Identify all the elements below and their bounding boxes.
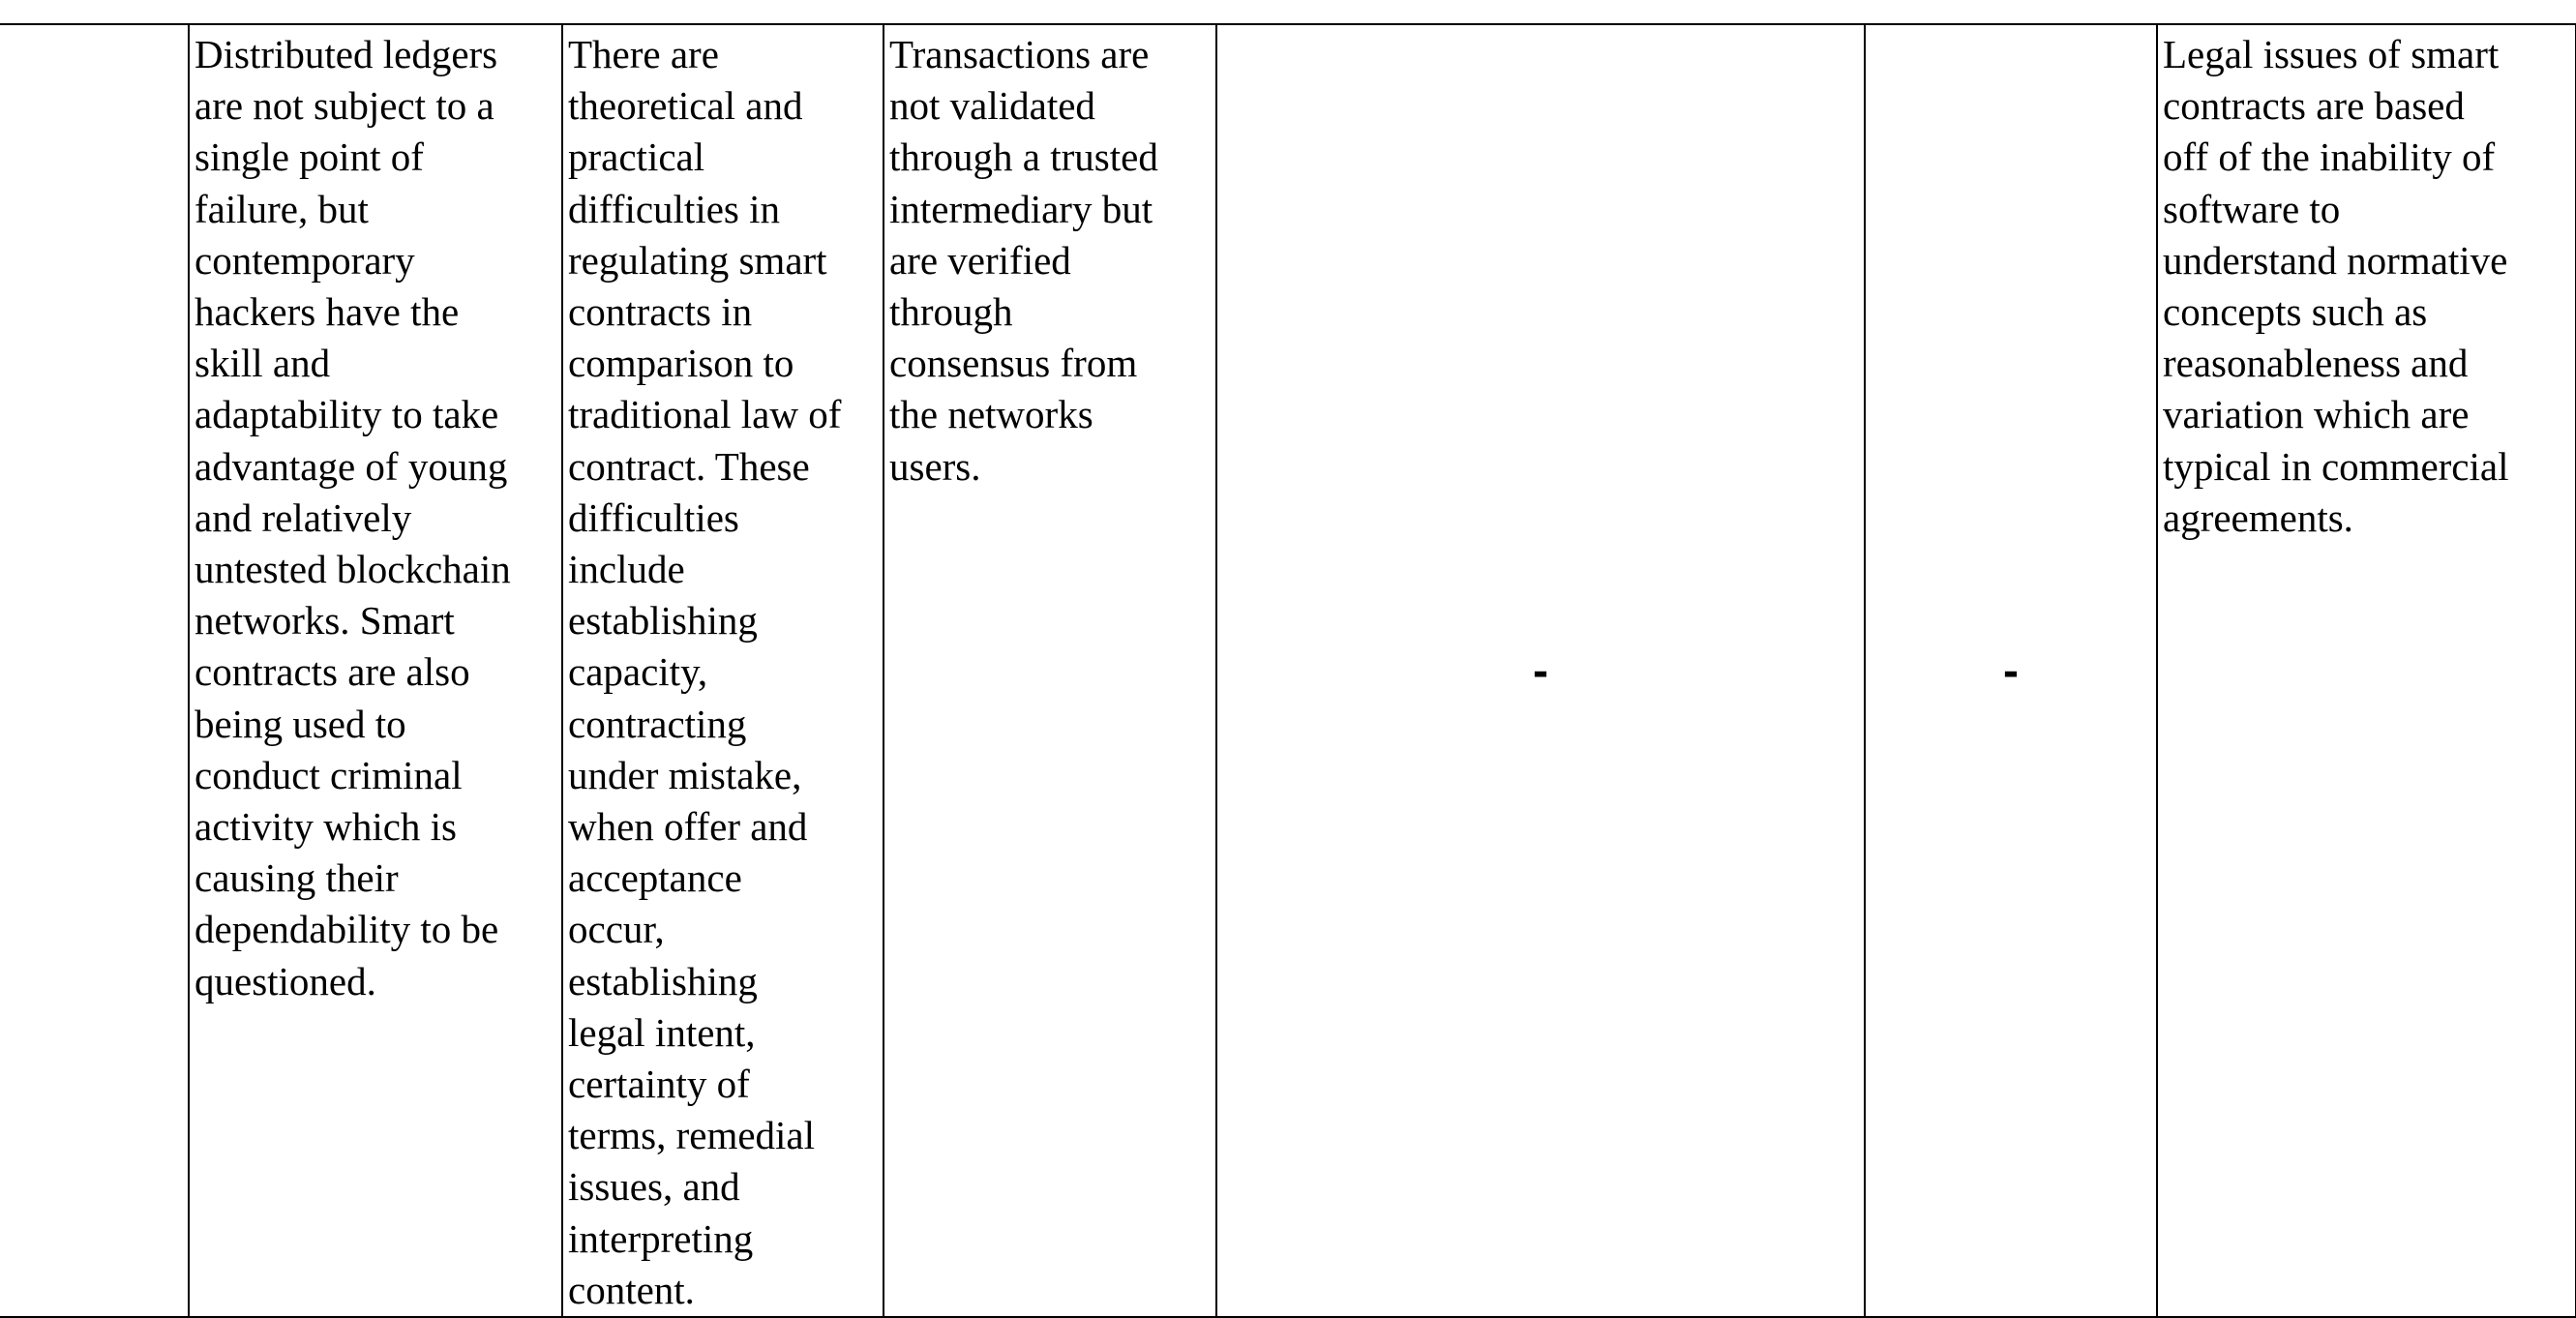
table-cell-dash	[1865, 24, 2157, 1317]
table-cell-security: Distributed ledgers are not subject to a single point of failure, but contemporary hackers have the skill and adaptability to take advantage of young and relatively untested blockchain networks. Smart contracts are also being used to conduct criminal activity which is causing their dependability to be questioned.	[189, 24, 562, 1317]
dash-text: -	[1533, 645, 1548, 698]
table-row	[0, 24, 2576, 1317]
dash-text: -	[2003, 645, 2019, 698]
table-cell-dash	[1216, 24, 1865, 1317]
document-table-container	[0, 23, 2576, 1315]
comparison-table	[0, 23, 2576, 1318]
table-cell-verification: Transactions are not validated through a trusted intermediary but are verified through consensus from the networks users.	[884, 24, 1216, 1317]
table-cell-legal-issues: Legal issues of smart contracts are based off of the inability of software to understand normative concepts such as reasonableness and variation which are typical in commercial agreements.	[2157, 24, 2576, 1317]
table-cell-regulation: There are theoretical and practical difficulties in regulating smart contracts in comparison to traditional law of contract. These difficulties include establishing capacity, contracting under mistake, when offer and acceptance occur, establishing legal intent, certainty of terms, remedial issues, and interpreting content.	[562, 24, 884, 1317]
table-cell-empty	[0, 24, 189, 1317]
